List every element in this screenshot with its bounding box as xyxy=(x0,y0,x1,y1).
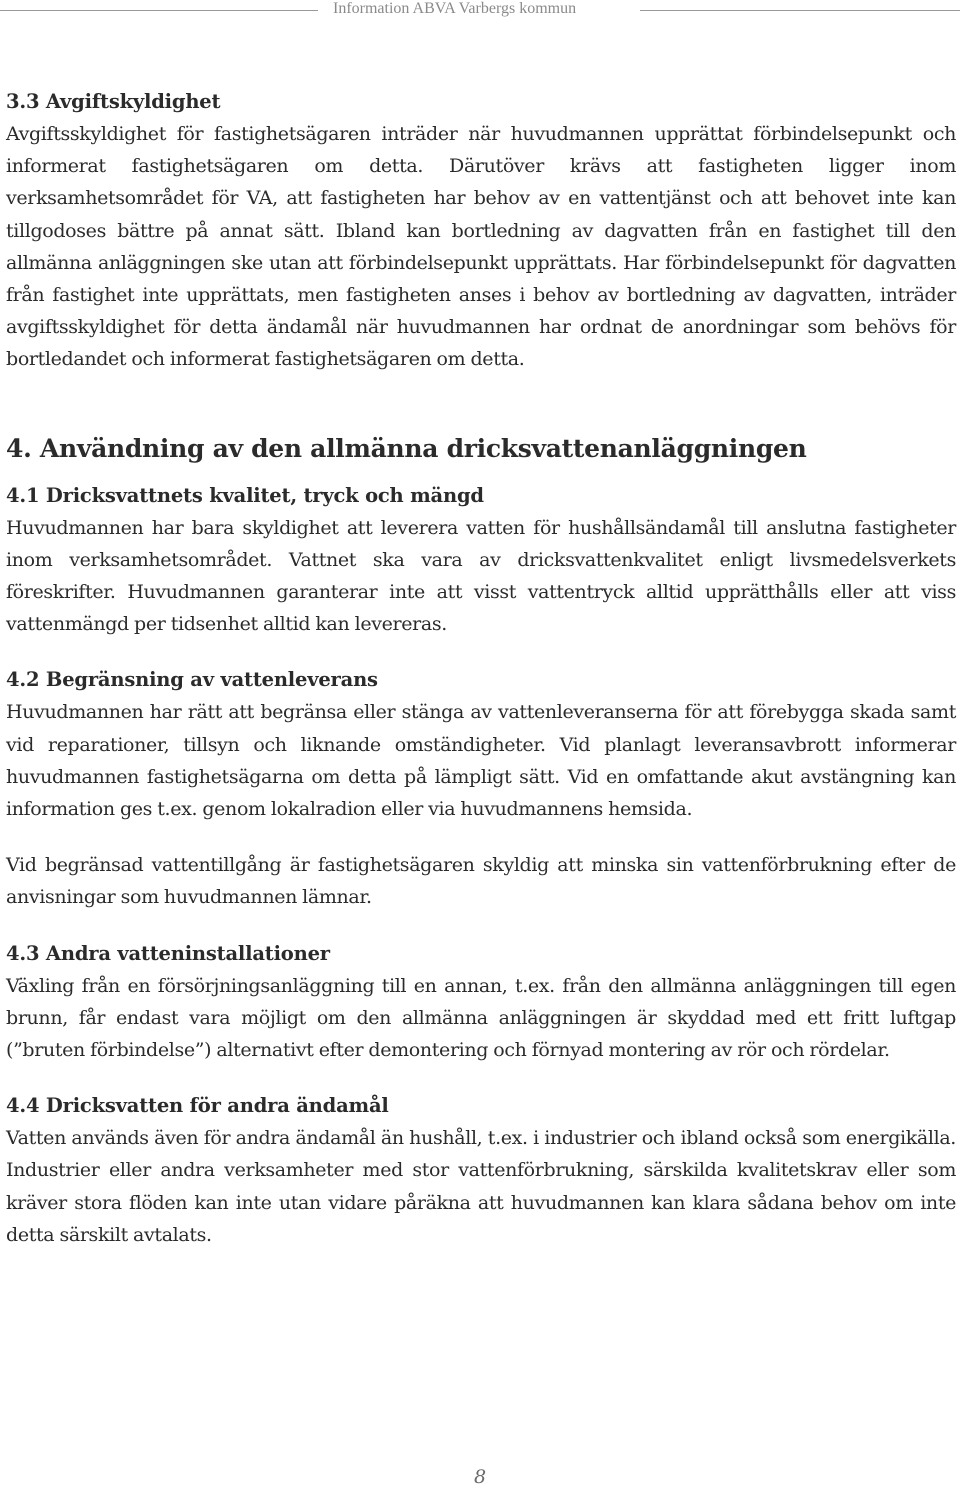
section-4-2-body-2: Vid begränsad vattentillgång är fastighetsägaren skyldig att minska sin vattenförbrukning efter de anvisningar som huvudmannen lämnar. xyxy=(6,854,956,909)
section-4-3-heading: 4.3 Andra vatteninstallationer xyxy=(6,941,330,965)
section-4-2-body: Huvudmannen har rätt att begränsa eller stänga av vattenleveranserna för att förebygga skada samt vid reparationer, tillsyn och liknande omständigheter. Vid planlagt leveransavbrott informerar huvudmannen fastighetsägarna om detta på lämpligt sätt. Vid en omfattande akut avstängning kan information ges t.ex. genom lokalradion eller via huvudmannens hemsida. xyxy=(6,701,956,821)
header-title: Information ABVA Varbergs kommun xyxy=(333,0,577,17)
page-content xyxy=(6,86,956,1251)
section-4-1-heading: 4.1 Dricksvattnets kvalitet, tryck och mängd xyxy=(6,483,484,507)
section-4-4-body: Vatten används även för andra ändamål än hushåll, t.ex. i industrier och ibland också som energikälla. Industrier eller andra verksamheter med stor vattenförbrukning, särskilda kvalitetskrav eller som kräver stora flöden kan inte utan vidare påräkna att huvudmannen kan klara sådana behov om inte detta särskilt avtalats. xyxy=(6,1127,956,1246)
section-4-3-body: Växling från en försörjningsanläggning till en annan, t.ex. från den allmänna anläggningen till egen brunn, får endast vara möjligt om den allmänna anläggningen är skyddad med ett fritt luftgap (”bruten förbindelse”) alternativt efter demontering och förnyad montering av rör och rördelar. xyxy=(6,974,956,1062)
section-4-2-heading: 4.2 Begränsning av vattenleverans xyxy=(6,668,378,692)
running-header xyxy=(0,0,960,22)
page-number: 8 xyxy=(473,1466,487,1488)
section-4-1-body: Huvudmannen har bara skyldighet att leverera vatten för hushållsändamål till anslutna fastigheter inom verksamhetsområdet. Vattnet ska vara av dricksvattenkvalitet enligt livsmedelsverkets föreskrifter. Huvudmannen garanterar inte att visst vattentryck alltid upprätthålls eller att viss vattenmängd per tidsenhet alltid kan levereras. xyxy=(6,516,956,636)
chapter-4-heading: 4. Användning av den allmänna dricksvattenanläggningen xyxy=(6,433,807,463)
header-rule-left xyxy=(0,10,318,11)
section-3-3-body: Avgiftsskyldighet för fastighetsägaren inträder när huvudmannen upprättat förbindelsepunkt och informerat fastighetsägaren om detta. Därutöver krävs att fastigheten ligger inom verksamhetsområdet för VA, att fastigheten har behov av en vattentjänst och att behovet inte kan tillgodoses bättre på annat sätt. Ibland kan bortledning av dagvatten från en fastighet till den allmänna anläggningen ske utan att förbindelsepunkt upprättats. Har förbindelsepunkt för dagvatten från fastighet inte upprättats, men fastigheten anses i behov av bortledning av dagvatten, inträder avgiftsskyldighet för detta ändamål när huvudmannen har ordnat de anordningar som behövs för bortledandet och informerat fastighetsägaren om detta. xyxy=(6,123,956,371)
section-4-4-heading: 4.4 Dricksvatten för andra ändamål xyxy=(6,1094,389,1118)
section-3-3-heading: 3.3 Avgiftskyldighet xyxy=(6,90,221,113)
header-rule-right xyxy=(640,10,960,11)
